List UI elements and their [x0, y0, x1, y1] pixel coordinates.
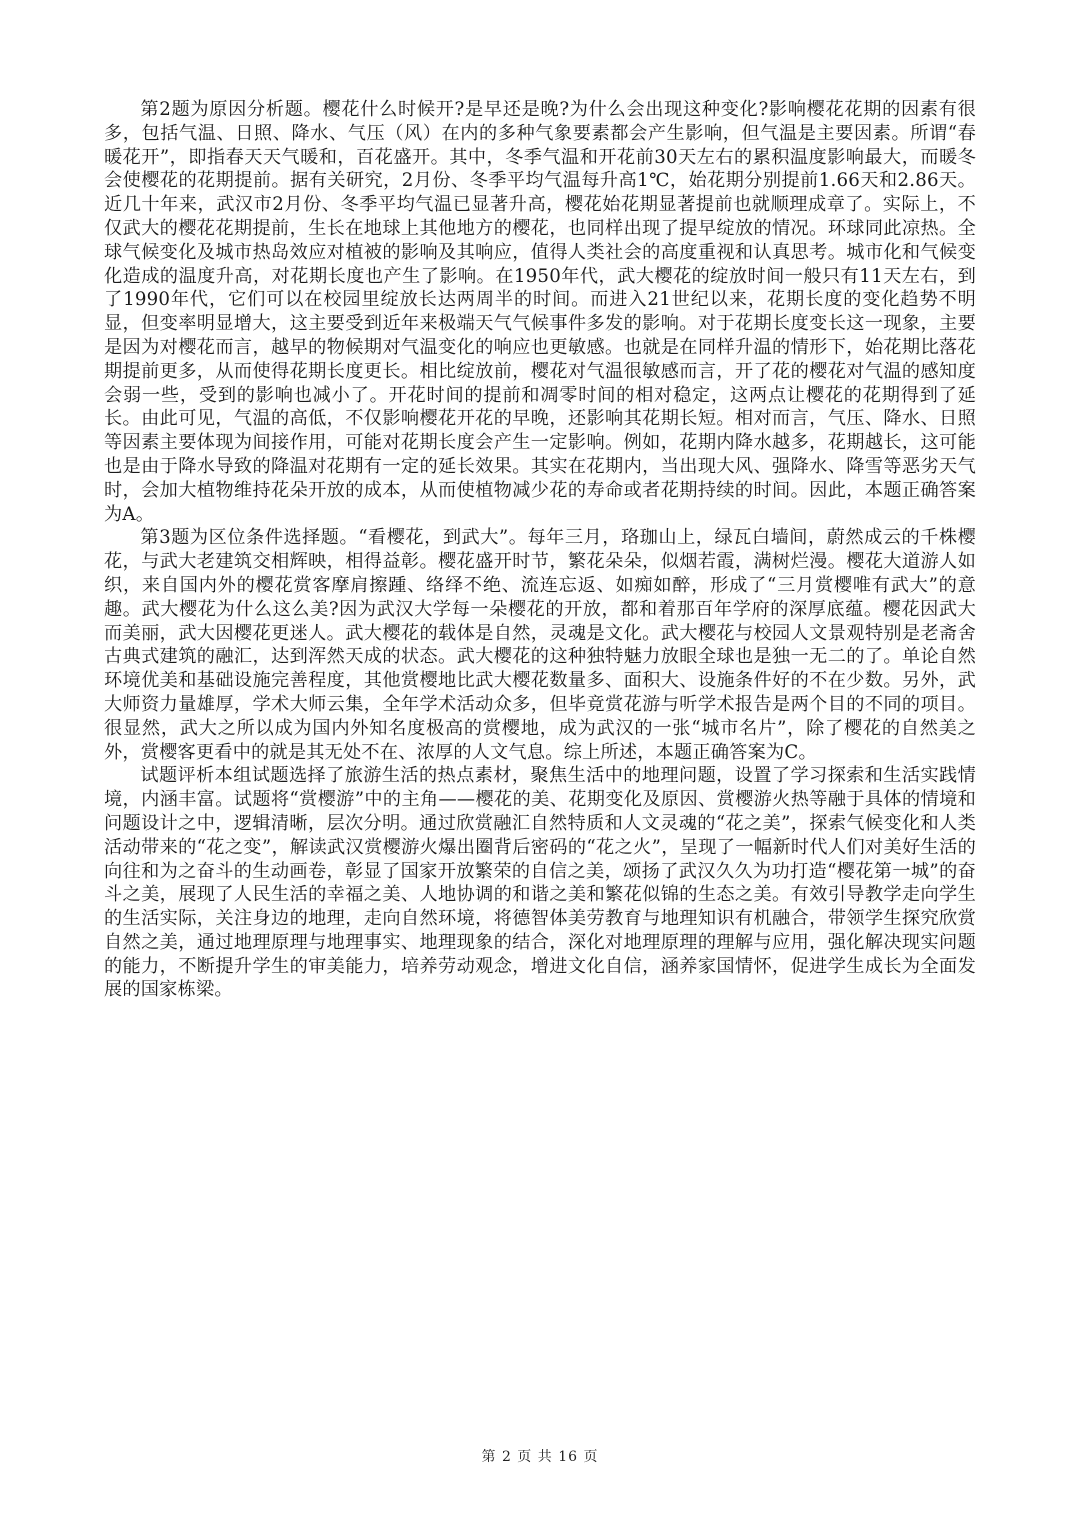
paragraph-question-2-analysis: 第2题为原因分析题。樱花什么时候开?是早还是晚?为什么会出现这种变化?影响樱花花期的因素有很多，包括气温、日照、降水、气压（风）在内的多种气象要素都会产生影响，但气温是主要因素。所谓“春暖花开”，即指春天天气暖和，百花盛开。其中，冬季气温和开花前30天左右的累积温度影响最大，而暖冬会使樱花的花期提前。据有关研究，2月份、冬季平均气温每升高1℃，始花期分别提前1.66天和2.86天。近几十年来，武汉市2月份、冬季平均气温已显著升高，樱花始花期显著提前也就顺理成章了。实际上，不仅武大的樱花花期提前，生长在地球上其他地方的樱花，也同样出现了提早绽放的情况。环球同此凉热。全球气候变化及城市热岛效应对植被的影响及其响应，值得人类社会的高度重视和认真思考。城市化和气候变化造成的温度升高，对花期长度也产生了影响。在1950年代，武大樱花的绽放时间一般只有11天左右，到了1990年代，它们可以在校园里绽放长达两周半的时间。而进入21世纪以来，花期长度的变化趋势不明显，但变率明显增大，这主要受到近年来极端天气气候事件多发的影响。对于花期长度变长这一现象，主要是因为对樱花而言，越早的物候期对气温变化的响应也更敏感。也就是在同样升温的情形下，始花期比落花期提前更多，从而使得花期长度更长。相比绽放前，樱花对气温很敏感而言，开了花的樱花对气温的感知度会弱一些，受到的影响也减小了。开花时间的提前和凋零时间的相对稳定，这两点让樱花的花期得到了延长。由此可见，气温的高低，不仅影响樱花开花的早晚，还影响其花期长短。相对而言，气压、降水、日照等因素主要体现为间接作用，可能对花期长度会产生一定影响。例如，花期内降水越多，花期越长，这可能也是由于降水导致的降温对花期有一定的延长效果。其实在花期内，当出现大风、强降水、降雪等恶劣天气时，会加大植物维持花朵开放的成本，从而使植物减少花的寿命或者花期持续的时间。因此，本题正确答案为A。: [104, 99, 976, 525]
paragraph-evaluation: 试题评析本组试题选择了旅游生活的热点素材，聚焦生活中的地理问题，设置了学习探索和生活实践情境，内涵丰富。试题将“赏樱游”中的主角——樱花的美、花期变化及原因、赏樱游火热等融于具体的情境和问题设计之中，逻辑清晰，层次分明。通过欣赏融汇自然特质和人文灵魂的“花之美”，探索气候变化和人类活动带来的“花之变”，解读武汉赏樱游火爆出圈背后密码的“花之火”，呈现了一幅新时代人们对美好生活的向往和为之奋斗的生动画卷，彰显了国家开放繁荣的自信之美，颂扬了武汉久久为功打造“樱花第一城”的奋斗之美，展现了人民生活的幸福之美、人地协调的和谐之美和繁花似锦的生态之美。有效引导教学走向学生的生活实际，关注身边的地理，走向自然环境，将德智体美劳教育与地理知识有机融合，带领学生探究欣赏自然之美，通过地理原理与地理事实、地理现象的结合，深化对地理原理的理解与应用，强化解决现实问题的能力，不断提升学生的审美能力，培养劳动观念，增进文化自信，涵养家国情怀，促进学生成长为全面发展的国家栋梁。: [104, 765, 976, 1001]
document-body: [104, 98, 976, 1002]
paragraph-question-3-analysis: 第3题为区位条件选择题。“看樱花，到武大”。每年三月，珞珈山上，绿瓦白墙间，蔚然成云的千株樱花，与武大老建筑交相辉映，相得益彰。樱花盛开时节，繁花朵朵，似烟若霞，满树烂漫。樱花大道游人如织，来自国内外的樱花赏客摩肩擦踵、络绎不绝、流连忘返、如痴如醉，形成了“三月赏樱唯有武大”的意趣。武大樱花为什么这么美?因为武汉大学每一朵樱花的开放，都和着那百年学府的深厚底蕴。樱花因武大而美丽，武大因樱花更迷人。武大樱花的载体是自然，灵魂是文化。武大樱花与校园人文景观特别是老斋舍古典式建筑的融汇，达到浑然天成的状态。武大樱花的这种独特魅力放眼全球也是独一无二的了。单论自然环境优美和基础设施完善程度，其他赏樱地比武大樱花数量多、面积大、设施条件好的不在少数。另外，武大师资力量雄厚，学术大师云集，全年学术活动众多，但毕竟赏花游与听学术报告是两个目的不同的项目。很显然，武大之所以成为国内外知名度极高的赏樱地，成为武汉的一张“城市名片”，除了樱花的自然美之外，赏樱客更看中的就是其无处不在、浓厚的人文气息。综上所述，本题正确答案为C。: [104, 527, 976, 763]
page-number-footer: 第 2 页 共 16 页: [481, 1449, 599, 1465]
